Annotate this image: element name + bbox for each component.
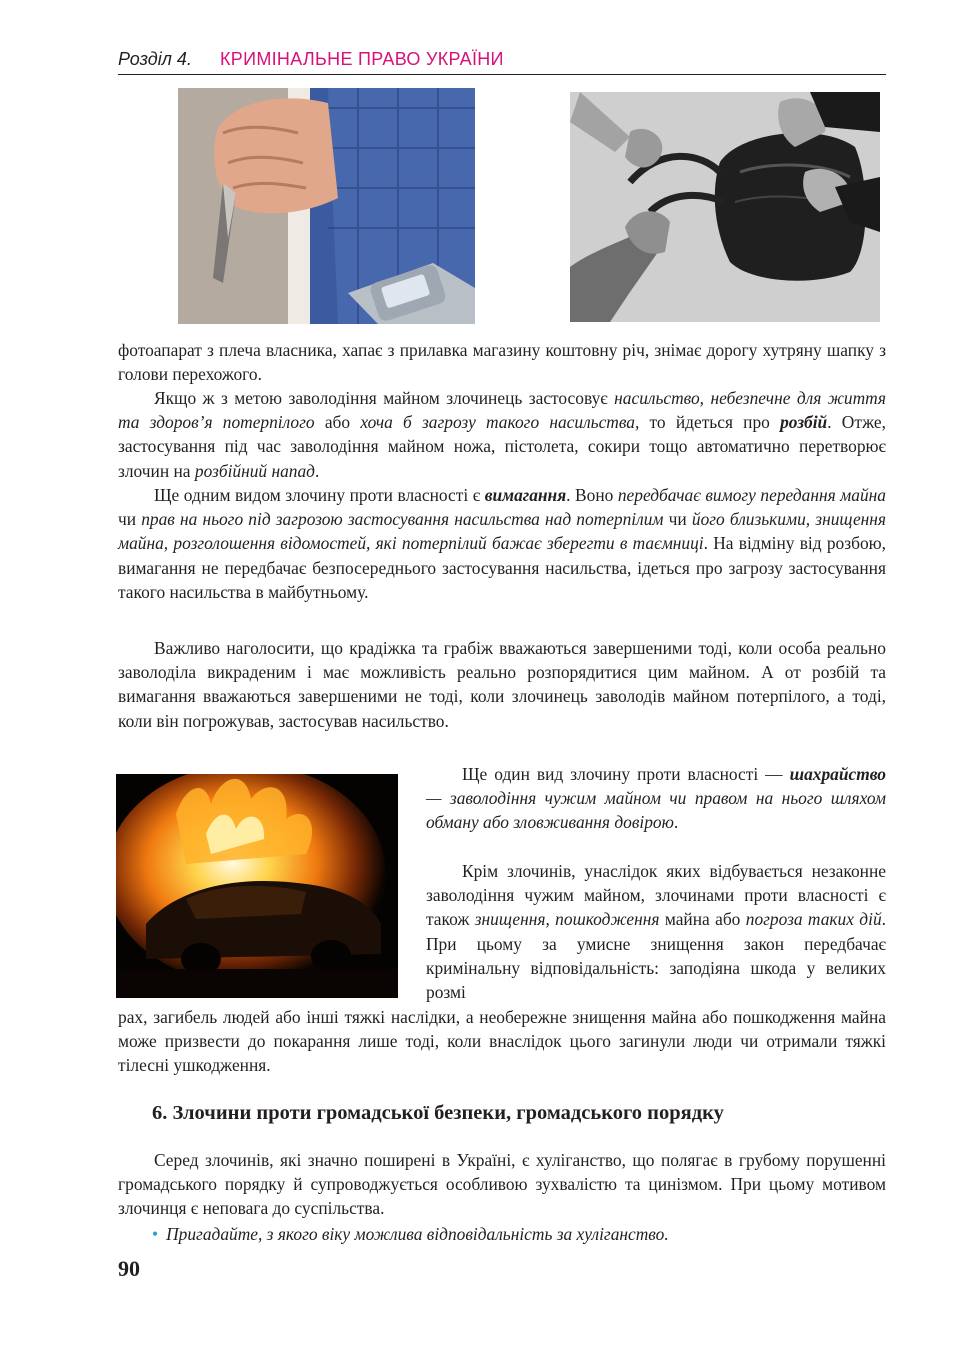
paragraph-hooliganism: Серед злочинів, які значно поширені в Україні, є хуліганство, що полягає в грубому порушенні громадського порядку й супроводжується особливою зухвалістю та цинізмом. При цьому мотивом злочинця є неповага до суспільства. — [118, 1150, 886, 1219]
paragraph-completion: Важливо наголосити, що крадіжка та грабіж вважаються завершеними тоді, коли особа реально заволоділа викраденим і має можливість реально розпорядитися цим майном. А от розбій та вимагання вважаються завершеними не тоді, коли злочинець заволодів майном потерпілого, а тоді, коли він погрожував, застосував насильство. — [118, 638, 886, 731]
paragraph-fraud: Ще один вид злочину проти власності — шахрайство — заволодіння чужим майном чи правом на нього шляхом обману або зловживання довірою. — [426, 764, 886, 833]
bag-snatching-photo — [570, 92, 880, 322]
chapter-label: Розділ 4. — [118, 49, 192, 69]
knife-robbery-photo — [178, 88, 475, 324]
page-number: 90 — [118, 1256, 140, 1281]
chapter-title: КРИМІНАЛЬНЕ ПРАВО УКРАЇНИ — [220, 49, 504, 69]
section-heading: 6. Злочини проти громадської безпеки, громадського порядку — [152, 1102, 724, 1124]
bullet-icon: • — [152, 1224, 159, 1244]
paragraph-extortion: Ще одним видом злочину проти власності є вимагання. Воно передбачає вимогу передання майна чи прав на нього під загрозою застосування насильства над потерпілим чи його близькими, знищення майна, розголошення відомостей, які потерпілий бажає зберегти в таємниці. На відміну від розбою, вимагання не передбачає безпосереднього застосування насильства, ідеться про загрозу застосування такого насильства в майбутньому. — [118, 485, 887, 602]
paragraph-destruction-end: рах, загибель людей або інші тяжкі наслідки, а необережне знищення майна або пошкодження майна може призвести до покарання лише тоді, коли внаслідок цього загинули люди чи отримали тяжкі тілесні ушкодження. — [118, 1007, 886, 1076]
paragraph-robbery: Якщо ж з метою заволодіння майном злочинець застосовує насильство, небезпечне для життя та здоров’я потерпілого або хоча б загрозу такого насильства, то йдеться про розбій. Отже, застосування під час заволодіння майном ножа, пістолета, сокири тощо автоматично перетворює злочин на розбійний напад. — [118, 388, 887, 481]
paragraph-destruction-start: Крім злочинів, унаслідок яких відбувається незаконне заволодіння чужим майном, злочинами проти власності є також знищення, пошкодження майна або погроза таких дій. При цьому за умисне знищення закон передбачає кримінальну відповідальність: заподіяна шкода у великих розмі — [426, 861, 886, 1003]
review-question-text: Пригадайте, з якого віку можлива відповідальність за хуліганство. — [166, 1224, 669, 1244]
review-question — [152, 1224, 669, 1245]
running-header — [118, 48, 886, 75]
paragraph-continuation: фотоапарат з плеча власника, хапає з прилавка магазину коштовну річ, знімає дорогу хутряну шапку з голови перехожого. — [118, 340, 886, 385]
burning-car-photo — [116, 774, 398, 998]
